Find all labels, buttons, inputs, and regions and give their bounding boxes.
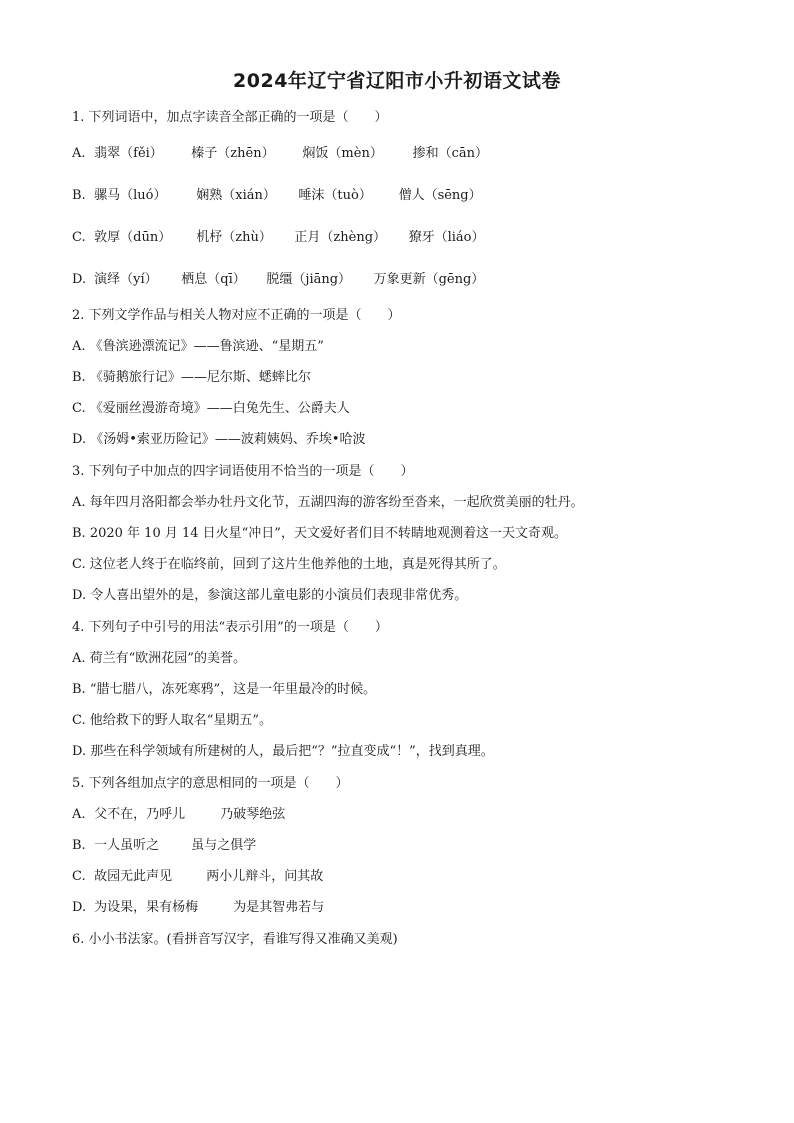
question-2-option-c: C. 《爱丽丝漫游奇境》——白兔先生、公爵夫人 — [72, 401, 350, 416]
question-5-option-a — [72, 805, 732, 825]
option-item: 机杼（zhù） — [196, 230, 272, 245]
question-5-option-d — [72, 898, 732, 918]
question-4-stem: 4. 下列句子中引号的用法“表示引用”的一项是（ ） — [72, 620, 388, 635]
question-2-option-d: D. 《汤姆•索亚历险记》——波莉姨妈、乔埃•哈波 — [72, 432, 366, 447]
option-label: A. — [72, 146, 86, 161]
option-item: 虽与之俱学 — [191, 838, 257, 853]
option-item: 为是其智弗若与 — [233, 900, 325, 915]
option-item: 万象更新（gēng） — [373, 272, 485, 287]
question-3-option-c: C. 这位老人终于在临终前，回到了这片生他养他的土地，真是死得其所了。 — [72, 557, 506, 572]
option-label: B. — [72, 838, 86, 853]
question-3-option-b: B. 2020 年 10 月 14 日火星“冲日”，天文爱好者们目不转睛地观测着这一天文奇观。 — [72, 526, 567, 541]
question-1-option-a — [72, 144, 732, 164]
option-item: 唾沫（tuò） — [298, 188, 372, 203]
option-item: 故园无此声见 — [94, 869, 173, 884]
option-item: 乃破琴绝弦 — [220, 807, 286, 822]
option-label: D. — [72, 900, 87, 915]
option-item: 脱缰（jiāng） — [266, 272, 352, 287]
question-5-stem: 5. 下列各组加点字的意思相同的一项是（ ） — [72, 776, 349, 791]
question-4-option-d: D. 那些在科学领域有所建树的人，最后把“？”拉直变成“！”，找到真理。 — [72, 744, 494, 759]
option-label: C. — [72, 230, 86, 245]
option-label: B. — [72, 188, 86, 203]
option-item: 父不在，乃呼儿 — [94, 807, 186, 822]
question-4-option-c: C. 他给救下的野人取名“星期五”。 — [72, 713, 273, 728]
option-item: 焖饭（mèn） — [302, 146, 383, 161]
question-5-option-b — [72, 836, 732, 856]
question-6-stem: 6. 小小书法家。(看拼音写汉字，看谁写得又准确又美观) — [72, 932, 398, 947]
option-item: 掺和（cān） — [412, 146, 488, 161]
option-item: 一人虽听之 — [94, 838, 160, 853]
option-item: 翡翠（fěi） — [94, 146, 163, 161]
option-item: 榛子（zhēn） — [191, 146, 275, 161]
question-5-option-c — [72, 867, 732, 887]
option-item: 两小儿辩斗，问其故 — [206, 869, 324, 884]
question-4-option-a: A. 荷兰有“欧洲花园”的美誉。 — [72, 651, 246, 666]
question-3-option-a: A. 每年四月洛阳都会举办牡丹文化节，五湖四海的游客纷至沓来，一起欣赏美丽的牡丹。 — [72, 495, 584, 510]
option-item: 为设果，果有杨梅 — [94, 900, 199, 915]
option-item: 僧人（sēng） — [398, 188, 482, 203]
question-1-option-b — [72, 186, 732, 206]
option-item: 獠牙（liáo） — [408, 230, 485, 245]
option-item: 骡马（luó） — [94, 188, 167, 203]
option-label: C. — [72, 869, 86, 884]
question-1-option-d — [72, 270, 732, 290]
question-4-option-b: B. “腊七腊八，冻死寒鸦”，这是一年里最冷的时候。 — [72, 682, 377, 697]
question-2-option-b: B. 《骑鹅旅行记》——尼尔斯、蟋蟀比尔 — [72, 370, 311, 385]
question-3-stem: 3. 下列句子中加点的四字词语使用不恰当的一项是（ ） — [72, 464, 414, 479]
option-item: 敦厚（dūn） — [94, 230, 172, 245]
question-1-option-c — [72, 228, 732, 248]
page-title: 2024年辽宁省辽阳市小升初语文试卷 — [233, 70, 561, 92]
option-item: 娴熟（xián） — [196, 188, 276, 203]
option-item: 正月（zhèng） — [294, 230, 387, 245]
question-2-option-a: A. 《鲁滨逊漂流记》——鲁滨逊、“星期五” — [72, 339, 324, 354]
question-3-option-d: D. 令人喜出望外的是，参演这部儿童电影的小演员们表现非常优秀。 — [72, 588, 468, 603]
question-2-stem: 2. 下列文学作品与相关人物对应不正确的一项是（ ） — [72, 308, 401, 323]
option-label: D. — [72, 272, 87, 287]
question-1-stem: 1. 下列词语中，加点字读音全部正确的一项是（ ） — [72, 110, 388, 125]
option-label: A. — [72, 807, 86, 822]
option-item: 栖息（qī） — [181, 272, 246, 287]
option-item: 演绎（yí） — [94, 272, 158, 287]
